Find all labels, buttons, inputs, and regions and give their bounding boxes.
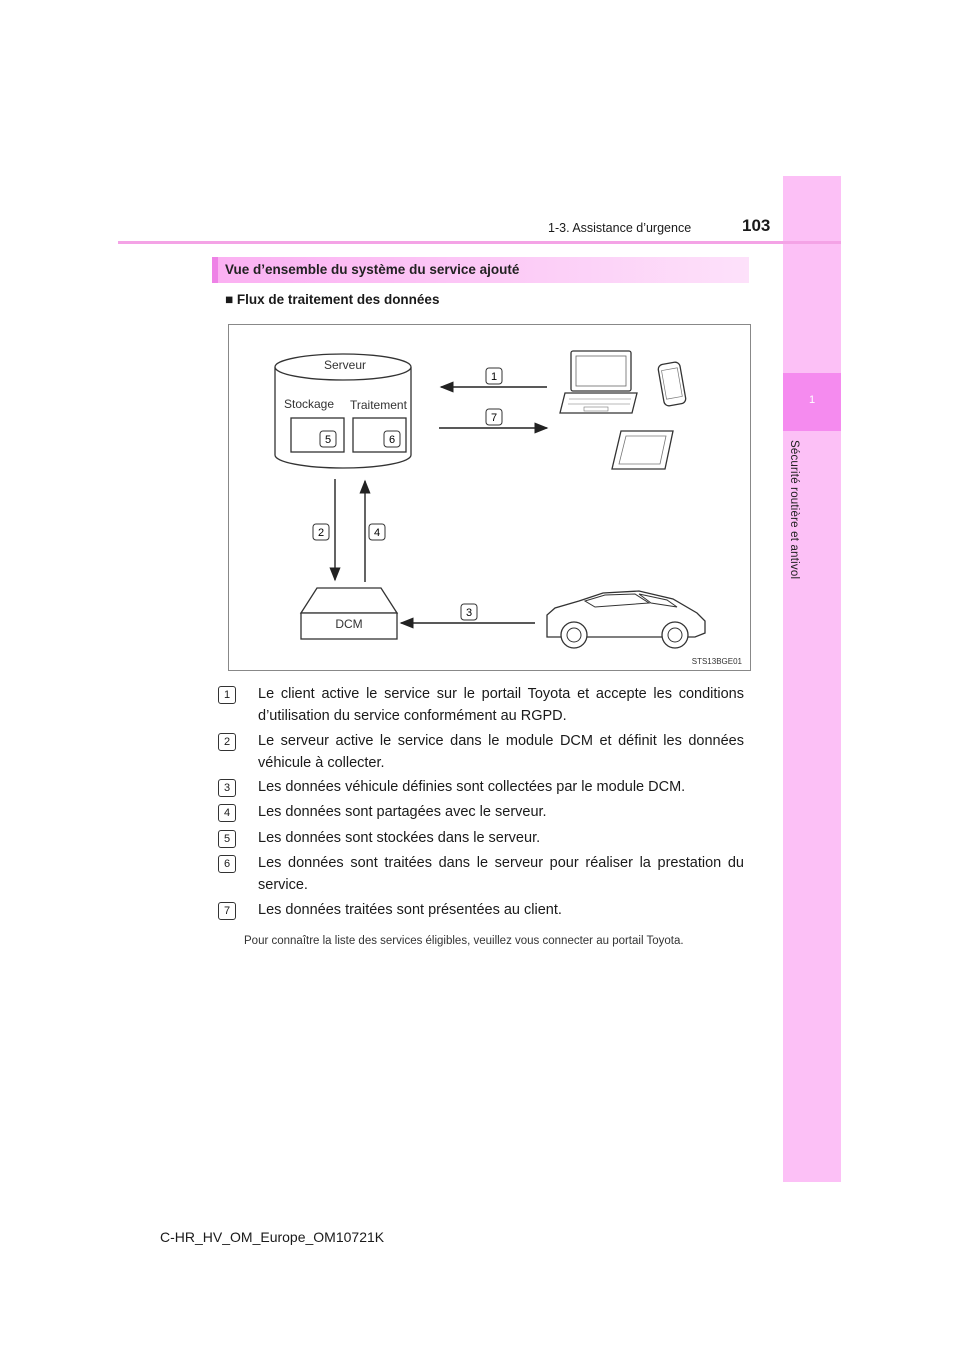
note-text: Pour connaître la liste des services éligibles, veuillez vous connecter au portail Toyota. <box>244 935 684 947</box>
page-number: 103 <box>742 216 771 235</box>
server-label: Serveur <box>324 358 367 372</box>
step-3-number: 3 <box>218 779 236 797</box>
step-4-text: Les données sont partagées avec le serveur. <box>258 804 547 820</box>
step-6-number: 6 <box>218 855 236 873</box>
callout-5: 5 <box>324 434 332 446</box>
figure-code: STS13BGE01 <box>691 657 742 666</box>
laptop-icon <box>560 351 637 413</box>
data-flow-diagram <box>228 324 751 671</box>
tablet-icon <box>612 431 673 469</box>
footer-code: C-HR_HV_OM_Europe_OM10721K <box>160 1229 385 1245</box>
step-3-text: Les données véhicule définies sont collectées par le module DCM. <box>258 779 686 795</box>
step-1-text: Le client active le service sur le portail Toyota et accepte les conditions d’utilisation du service conformément au RGPD. <box>258 686 744 724</box>
chapter-number: 1 <box>808 394 816 406</box>
storage-label: Stockage <box>284 397 335 411</box>
dcm-module-icon <box>301 588 397 639</box>
header-rule <box>118 241 841 244</box>
diagram-canvas <box>229 325 750 670</box>
step-5-text: Les données sont stockées dans le serveur. <box>258 830 541 846</box>
step-7-number: 7 <box>218 902 236 920</box>
callout-6: 6 <box>388 434 396 446</box>
step-4-number: 4 <box>218 804 236 822</box>
chapter-side-tab <box>783 176 841 1182</box>
step-2-text: Le serveur active le service dans le module DCM et définit les données véhicule à collecter. <box>258 733 744 771</box>
step-5-number: 5 <box>218 830 236 848</box>
section-title: 1-3. Assistance d’urgence <box>548 221 692 235</box>
callout-1: 1 <box>490 371 498 383</box>
step-2-number: 2 <box>218 733 236 751</box>
subheading-text: Flux de traitement des données <box>236 292 440 307</box>
square-bullet-icon: ■ <box>225 292 237 307</box>
processing-label: Traitement <box>350 398 407 412</box>
vehicle-icon <box>547 591 705 648</box>
smartphone-icon <box>658 361 687 406</box>
step-7-text: Les données traitées sont présentées au client. <box>258 902 562 918</box>
step-6-text: Les données sont traitées dans le serveur pour réaliser la prestation du service. <box>258 855 744 893</box>
callout-2: 2 <box>317 527 325 539</box>
step-1-number: 1 <box>218 686 236 704</box>
callout-4: 4 <box>373 527 381 539</box>
dcm-label: DCM <box>335 617 363 631</box>
chapter-label: Sécurité routière et antivol <box>788 440 800 580</box>
heading-bar-edge <box>212 257 218 283</box>
section-heading: Vue d’ensemble du système du service ajouté <box>225 262 520 277</box>
subheading <box>225 292 439 307</box>
callout-3: 3 <box>465 607 473 619</box>
callout-7: 7 <box>490 412 498 424</box>
